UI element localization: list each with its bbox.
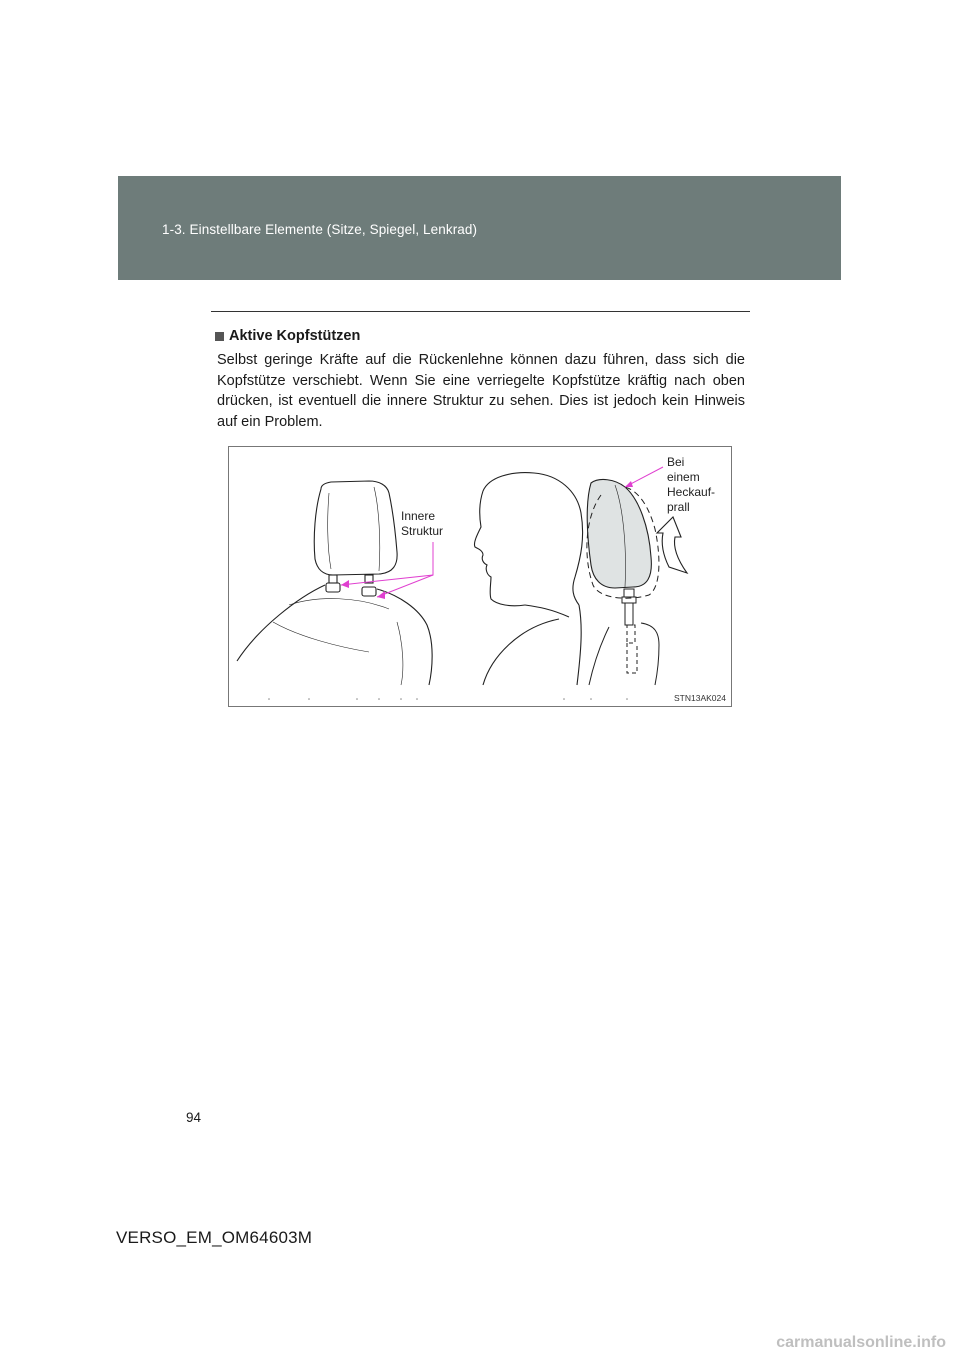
- section-heading-text: Aktive Kopfstützen: [229, 328, 361, 344]
- moved-headrest-drawing: [587, 480, 659, 685]
- headrest-drawing: [229, 447, 733, 708]
- inner-structure-callout-lines: [341, 542, 433, 597]
- section-divider: [211, 311, 750, 312]
- upward-arrow-icon: [657, 517, 687, 573]
- page-number: 94: [186, 1110, 202, 1125]
- section-body-text: Selbst geringe Kräfte auf die Rückenlehne können dazu führen, dass sich die Kopfstütze verschiebt. Wenn Sie eine verriegelte Kopfstütze kräftig nach oben drücken, ist eventuell die innere Struktur zu sehen. Dies ist jedoch kein Hinweis auf ein Problem.: [217, 352, 745, 430]
- chapter-header-band: [118, 176, 841, 280]
- document-id: VERSO_EM_OM64603M: [116, 1228, 313, 1247]
- occupant-head-drawing: [474, 473, 582, 685]
- label-inner-structure: Innere Struktur: [401, 509, 444, 538]
- section-heading: [215, 328, 745, 344]
- chapter-section-title: 1-3. Einstellbare Elemente (Sitze, Spiegel, Lenkrad): [162, 222, 478, 237]
- watermark: carmanualsonline.info: [776, 1334, 946, 1351]
- label-rear-impact: Bei einem Heckauf- prall: [667, 455, 716, 514]
- square-bullet-icon: [215, 332, 224, 341]
- baseline-dots: [268, 698, 628, 700]
- headrest-illustration: [228, 446, 732, 707]
- figure-code: STN13AK024: [674, 693, 726, 703]
- section-active-headrests: [215, 328, 745, 432]
